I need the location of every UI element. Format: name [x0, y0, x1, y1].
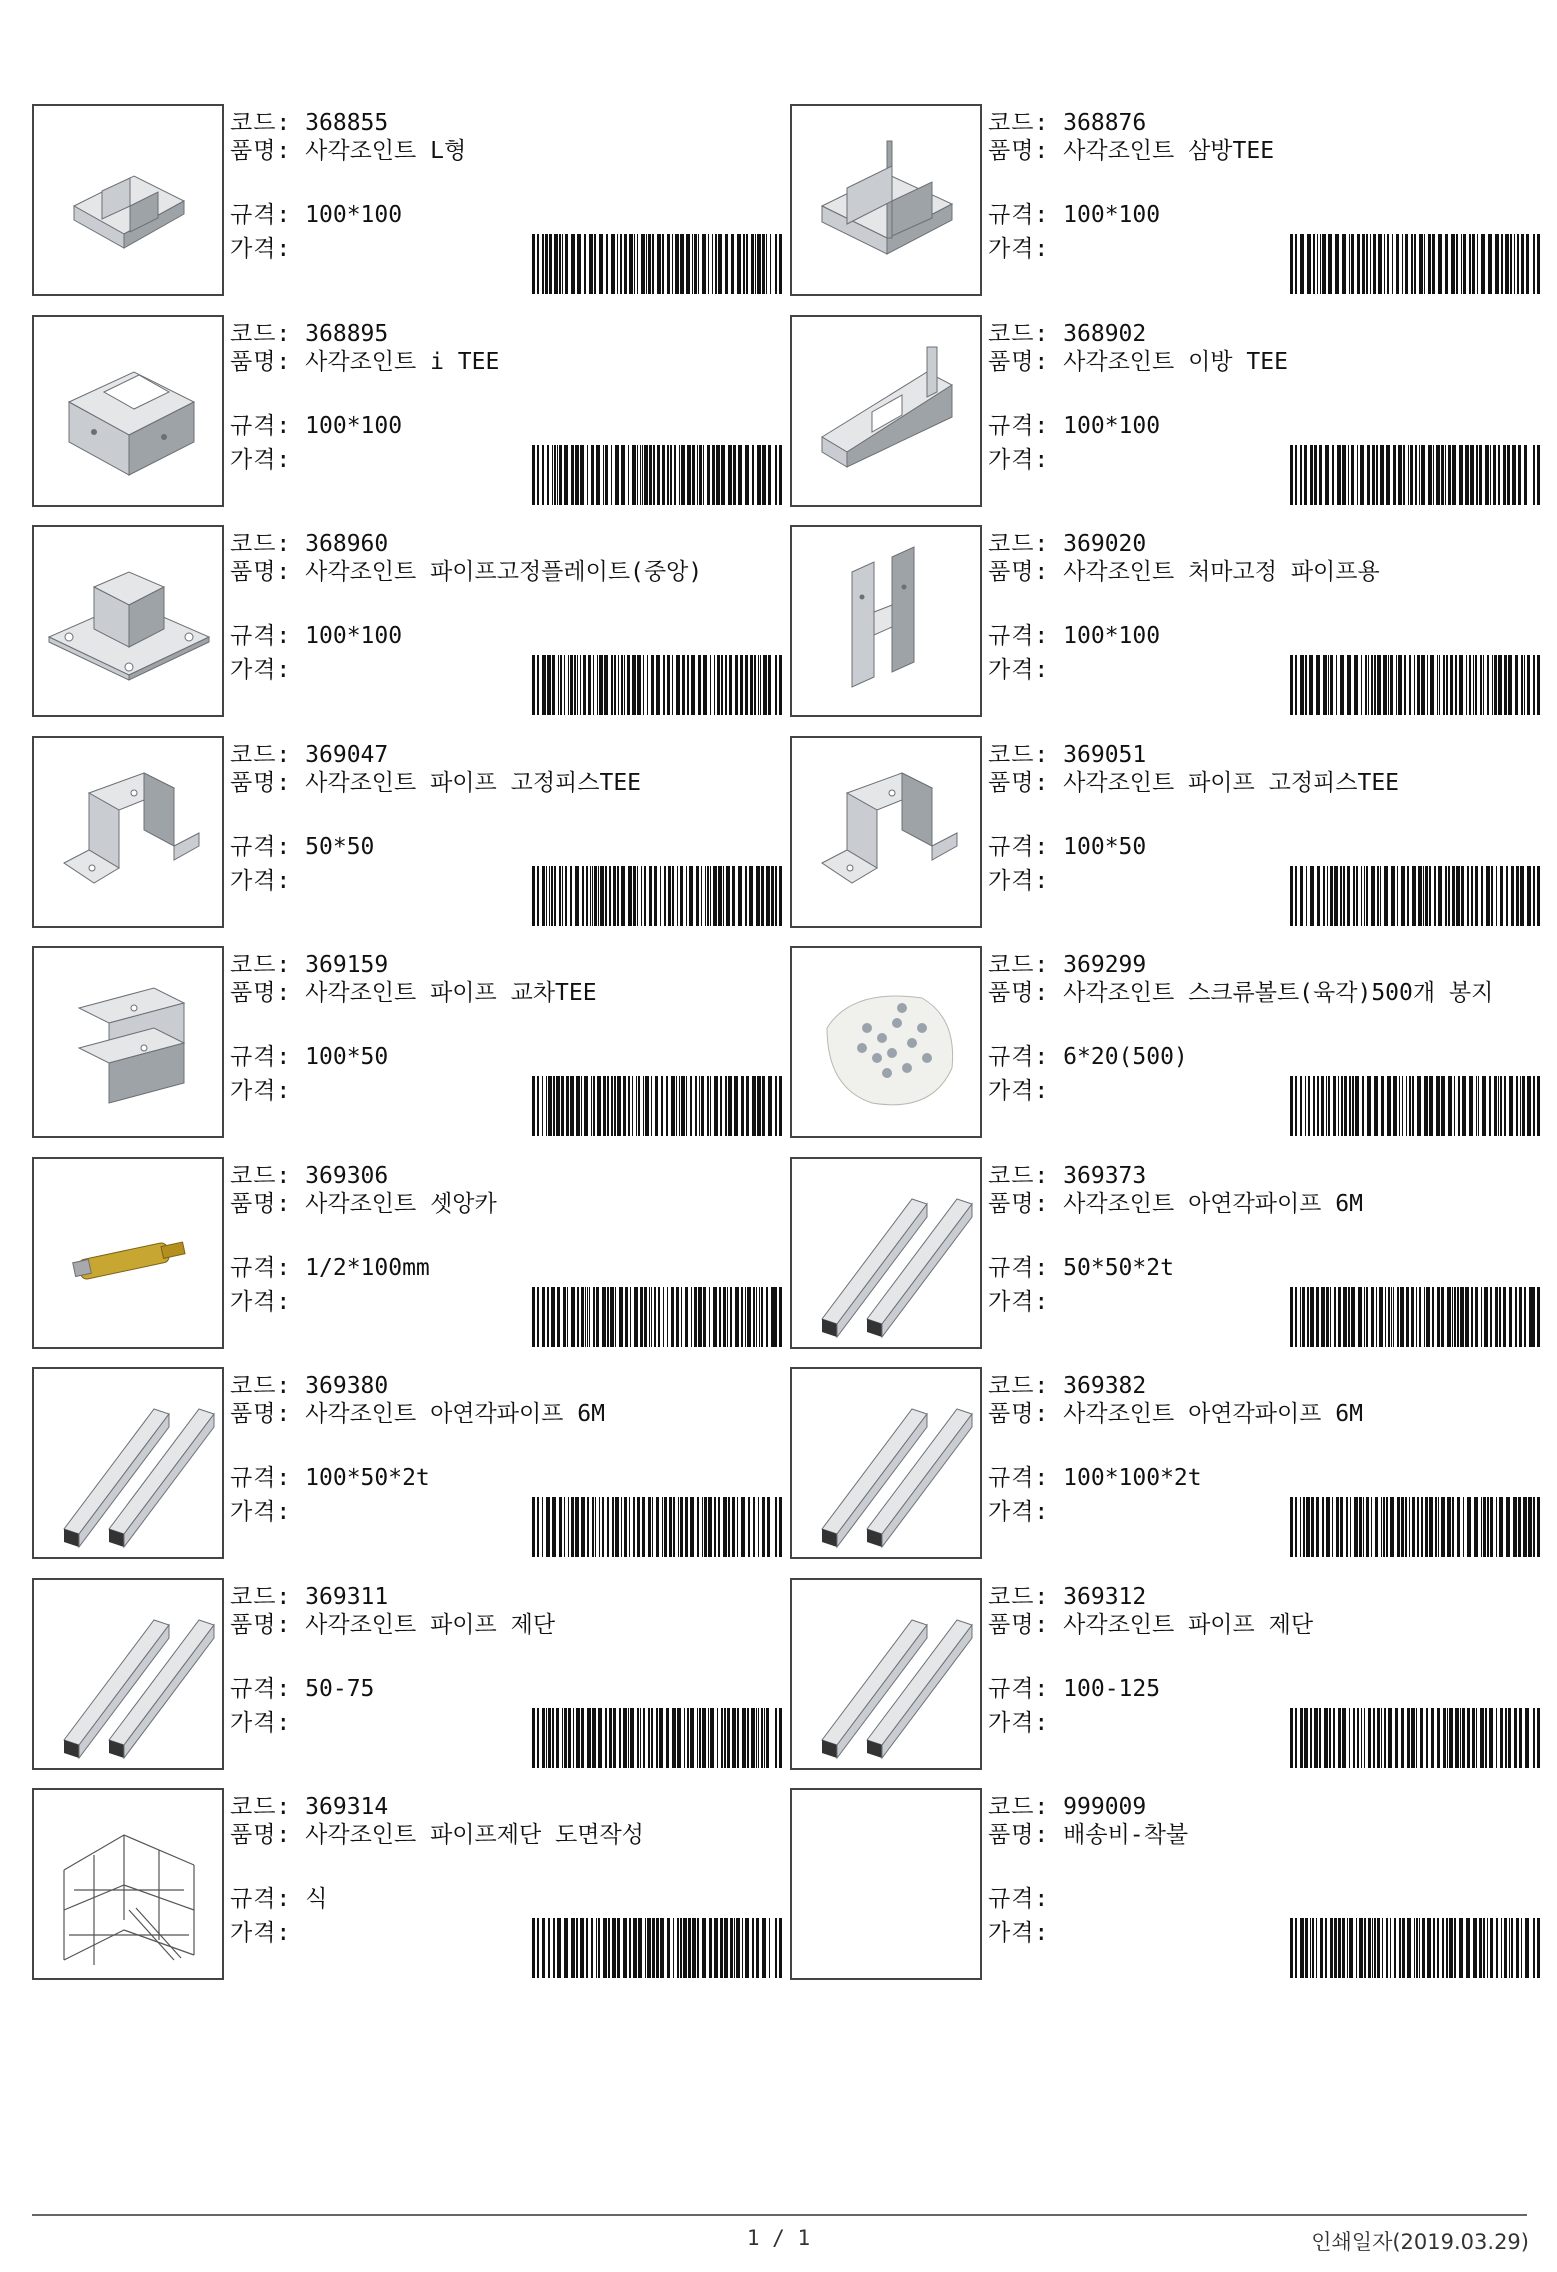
spec-label: 규격: [230, 1465, 292, 1491]
base-plate-icon [34, 527, 222, 715]
product-card [790, 1578, 1540, 1770]
name-label: 품명: [230, 980, 292, 1006]
spec-label: 규격: [988, 1044, 1050, 1070]
name-value: 사각조인트 파이프 제단 [1063, 1612, 1314, 1638]
page-number: 1 / 1 [746, 2226, 811, 2250]
price-row [988, 1497, 1049, 1527]
price-label: 가격: [230, 1078, 292, 1104]
product-info [988, 525, 1540, 717]
name-label: 품명: [230, 349, 292, 375]
product-card [790, 1157, 1540, 1349]
spec-label: 규격: [230, 413, 292, 439]
spec-value: 100*100 [305, 202, 403, 228]
product-info [988, 1788, 1540, 1980]
product-card [32, 104, 782, 296]
name-row [230, 559, 782, 585]
frame-drawing-icon [34, 1790, 222, 1978]
spec-row [988, 1253, 1174, 1283]
code-label: 코드: [988, 531, 1050, 557]
spec-value: 100-125 [1063, 1676, 1161, 1702]
name-value: 사각조인트 L형 [305, 138, 467, 164]
code-label: 코드: [988, 952, 1050, 978]
square-pipe-icon [792, 1580, 980, 1768]
code-label: 코드: [230, 110, 292, 136]
spec-value: 100*100 [305, 623, 403, 649]
name-value: 사각조인트 스크류볼트(육각)500개 봉지 [1063, 980, 1494, 1006]
product-image [32, 1367, 224, 1559]
product-info [988, 1578, 1540, 1770]
name-row [988, 1612, 1540, 1638]
product-image [32, 1157, 224, 1349]
spec-row [988, 832, 1146, 862]
code-row [230, 1161, 388, 1191]
code-row [988, 1371, 1146, 1401]
price-row [230, 1708, 291, 1738]
code-row [230, 1371, 388, 1401]
blank-image [792, 1790, 980, 1978]
code-value: 368876 [1063, 110, 1147, 136]
barcode [532, 1918, 782, 1978]
barcode [532, 655, 782, 715]
spec-row [988, 411, 1160, 441]
spec-label: 규격: [988, 1886, 1050, 1912]
two-way-tee-icon [792, 317, 980, 505]
product-info [988, 946, 1540, 1138]
price-row [988, 866, 1049, 896]
barcode [532, 1497, 782, 1557]
price-row [988, 234, 1049, 264]
code-label: 코드: [988, 742, 1050, 768]
code-value: 369380 [305, 1373, 389, 1399]
product-card [32, 1578, 782, 1770]
spec-value: 50*50*2t [1063, 1255, 1174, 1281]
product-info [230, 1788, 782, 1980]
product-card [32, 1367, 782, 1559]
spec-value: 100*100 [1063, 202, 1161, 228]
price-row [988, 1076, 1049, 1106]
price-row [988, 445, 1049, 475]
product-card [32, 1788, 782, 1980]
name-row [988, 349, 1540, 375]
price-row [988, 1708, 1049, 1738]
spec-row [230, 621, 402, 651]
code-label: 코드: [230, 321, 292, 347]
barcode [1290, 1076, 1540, 1136]
spec-value: 50*50 [305, 834, 375, 860]
price-row [988, 1918, 1049, 1948]
spec-label: 규격: [988, 202, 1050, 228]
name-label: 품명: [988, 770, 1050, 796]
price-label: 가격: [230, 1289, 292, 1315]
barcode [1290, 1708, 1540, 1768]
product-image [790, 1788, 982, 1980]
name-row [230, 1401, 782, 1427]
code-value: 369299 [1063, 952, 1147, 978]
product-card [790, 315, 1540, 507]
spec-label: 규격: [230, 1255, 292, 1281]
name-value: 배송비-착불 [1063, 1822, 1189, 1848]
name-label: 품명: [230, 1401, 292, 1427]
price-label: 가격: [230, 657, 292, 683]
price-label: 가격: [230, 1710, 292, 1736]
code-row [988, 1792, 1146, 1822]
name-label: 품명: [988, 1822, 1050, 1848]
product-card [790, 946, 1540, 1138]
spec-value: 식 [305, 1886, 328, 1912]
name-value: 사각조인트 아연각파이프 6M [1063, 1191, 1363, 1217]
product-card [32, 525, 782, 717]
name-label: 품명: [230, 770, 292, 796]
spec-label: 규격: [988, 1465, 1050, 1491]
spec-row [230, 1674, 374, 1704]
barcode [1290, 655, 1540, 715]
name-label: 품명: [988, 138, 1050, 164]
spec-label: 규격: [230, 1044, 292, 1070]
code-label: 코드: [988, 1163, 1050, 1189]
product-card [790, 525, 1540, 717]
spec-label: 규격: [988, 834, 1050, 860]
name-value: 사각조인트 i TEE [305, 349, 500, 375]
product-image [32, 1578, 224, 1770]
code-value: 369314 [305, 1794, 389, 1820]
name-label: 품명: [988, 1191, 1050, 1217]
spec-label: 규격: [230, 623, 292, 649]
barcode [532, 866, 782, 926]
spec-row [230, 1463, 430, 1493]
three-way-tee-icon [792, 106, 980, 294]
code-label: 코드: [230, 952, 292, 978]
code-row [988, 529, 1146, 559]
product-image [32, 525, 224, 717]
product-image [790, 1578, 982, 1770]
name-value: 사각조인트 셋앙카 [305, 1191, 497, 1217]
product-info [988, 104, 1540, 296]
code-value: 369020 [1063, 531, 1147, 557]
spec-label: 규격: [988, 1255, 1050, 1281]
name-value: 사각조인트 삼방TEE [1063, 138, 1275, 164]
barcode [532, 234, 782, 294]
square-pipe-icon [792, 1159, 980, 1347]
spec-row [230, 1884, 327, 1914]
product-image [790, 946, 982, 1138]
name-row [988, 1401, 1540, 1427]
price-label: 가격: [988, 657, 1050, 683]
code-label: 코드: [230, 742, 292, 768]
i-tee-icon [34, 317, 222, 505]
name-row [230, 1191, 782, 1217]
code-value: 369306 [305, 1163, 389, 1189]
price-label: 가격: [230, 236, 292, 262]
product-info [230, 525, 782, 717]
price-label: 가격: [988, 1920, 1050, 1946]
spec-label: 규격: [230, 1676, 292, 1702]
name-row [230, 349, 782, 375]
code-row [988, 1161, 1146, 1191]
name-label: 품명: [988, 1401, 1050, 1427]
price-row [988, 655, 1049, 685]
code-value: 369051 [1063, 742, 1147, 768]
code-label: 코드: [988, 1794, 1050, 1820]
price-row [230, 1287, 291, 1317]
name-label: 품명: [230, 559, 292, 585]
product-info [230, 315, 782, 507]
code-row [230, 1582, 388, 1612]
name-row [230, 1822, 782, 1848]
code-label: 코드: [988, 1584, 1050, 1610]
code-value: 999009 [1063, 1794, 1147, 1820]
product-image [32, 736, 224, 928]
code-row [988, 108, 1146, 138]
product-card [32, 315, 782, 507]
spec-label: 규격: [988, 413, 1050, 439]
name-label: 품명: [988, 349, 1050, 375]
price-label: 가격: [230, 868, 292, 894]
code-value: 369382 [1063, 1373, 1147, 1399]
name-value: 사각조인트 파이프제단 도면작성 [305, 1822, 644, 1848]
spec-value: 50-75 [305, 1676, 375, 1702]
product-image [32, 104, 224, 296]
product-card [790, 736, 1540, 928]
spec-value: 100*100 [305, 413, 403, 439]
product-info [230, 104, 782, 296]
product-card [32, 736, 782, 928]
code-row [230, 108, 388, 138]
product-card [790, 104, 1540, 296]
name-row [230, 1612, 782, 1638]
barcode [1290, 1918, 1540, 1978]
product-info [988, 315, 1540, 507]
spec-label: 규격: [230, 202, 292, 228]
name-row [988, 1191, 1540, 1217]
spec-row [230, 1253, 430, 1283]
spec-row [988, 621, 1160, 651]
product-image [790, 525, 982, 717]
barcode [1290, 445, 1540, 505]
name-value: 사각조인트 이방 TEE [1063, 349, 1288, 375]
l-joint-icon [34, 106, 222, 294]
price-row [230, 866, 291, 896]
code-row [988, 319, 1146, 349]
name-label: 품명: [230, 1822, 292, 1848]
price-label: 가격: [988, 868, 1050, 894]
barcode [1290, 1497, 1540, 1557]
product-card [790, 1367, 1540, 1559]
u-bracket-icon [792, 738, 980, 926]
code-row [230, 950, 388, 980]
code-value: 369159 [305, 952, 389, 978]
product-info [988, 736, 1540, 928]
spec-label: 규격: [988, 623, 1050, 649]
price-label: 가격: [988, 1289, 1050, 1315]
price-label: 가격: [988, 447, 1050, 473]
price-label: 가격: [988, 1710, 1050, 1736]
code-row [230, 740, 388, 770]
name-row [988, 138, 1540, 164]
spec-value: 1/2*100mm [305, 1255, 430, 1281]
eave-bracket-icon [792, 527, 980, 715]
code-label: 코드: [230, 531, 292, 557]
price-row [230, 655, 291, 685]
u-bracket-icon [34, 738, 222, 926]
price-row [988, 1287, 1049, 1317]
product-image [32, 946, 224, 1138]
name-value: 사각조인트 파이프 고정피스TEE [305, 770, 642, 796]
product-info [230, 946, 782, 1138]
name-value: 사각조인트 파이프고정플레이트(중앙) [305, 559, 703, 585]
name-row [988, 980, 1540, 1006]
spec-value: 100*100 [1063, 623, 1161, 649]
code-row [988, 1582, 1146, 1612]
name-value: 사각조인트 처마고정 파이프용 [1063, 559, 1380, 585]
product-image [32, 1788, 224, 1980]
name-row [230, 138, 782, 164]
spec-row [230, 411, 402, 441]
code-label: 코드: [230, 1584, 292, 1610]
code-label: 코드: [988, 321, 1050, 347]
code-row [230, 319, 388, 349]
barcode [1290, 234, 1540, 294]
code-label: 코드: [230, 1794, 292, 1820]
spec-value: 6*20(500) [1063, 1044, 1188, 1070]
spec-value: 100*50*2t [305, 1465, 430, 1491]
price-row [230, 1076, 291, 1106]
price-row [230, 1497, 291, 1527]
product-image [790, 1367, 982, 1559]
price-label: 가격: [230, 447, 292, 473]
barcode [1290, 866, 1540, 926]
price-row [230, 445, 291, 475]
product-image [32, 315, 224, 507]
square-pipe-icon [792, 1369, 980, 1557]
name-row [988, 1822, 1540, 1848]
product-info [230, 1578, 782, 1770]
spec-row [230, 832, 374, 862]
spec-row [988, 1042, 1188, 1072]
product-image [790, 1157, 982, 1349]
code-row [988, 740, 1146, 770]
product-card [32, 1157, 782, 1349]
barcode [532, 1076, 782, 1136]
price-label: 가격: [988, 1078, 1050, 1104]
spec-row [988, 1674, 1160, 1704]
product-info [988, 1367, 1540, 1559]
name-value: 사각조인트 아연각파이프 6M [1063, 1401, 1363, 1427]
code-value: 369373 [1063, 1163, 1147, 1189]
price-label: 가격: [230, 1499, 292, 1525]
footer-divider [32, 2214, 1527, 2216]
product-card [32, 946, 782, 1138]
name-label: 품명: [230, 138, 292, 164]
product-image [790, 315, 982, 507]
spec-value: 100*50 [1063, 834, 1147, 860]
product-info [988, 1157, 1540, 1349]
spec-value: 100*100*2t [1063, 1465, 1202, 1491]
code-label: 코드: [230, 1373, 292, 1399]
name-label: 품명: [230, 1191, 292, 1217]
spec-row [230, 1042, 388, 1072]
barcode [532, 1708, 782, 1768]
code-row [230, 1792, 388, 1822]
price-label: 가격: [230, 1920, 292, 1946]
spec-row [230, 200, 402, 230]
code-label: 코드: [988, 110, 1050, 136]
name-value: 사각조인트 파이프 고정피스TEE [1063, 770, 1400, 796]
product-info [230, 1367, 782, 1559]
price-row [230, 234, 291, 264]
code-value: 369311 [305, 1584, 389, 1610]
product-image [790, 104, 982, 296]
name-label: 품명: [230, 1612, 292, 1638]
name-label: 품명: [988, 980, 1050, 1006]
product-info [230, 736, 782, 928]
spec-row [988, 200, 1160, 230]
spec-label: 규격: [988, 1676, 1050, 1702]
code-value: 369312 [1063, 1584, 1147, 1610]
print-date: 인쇄일자(2019.03.29) [1311, 2230, 1529, 2254]
name-value: 사각조인트 파이프 제단 [305, 1612, 556, 1638]
code-value: 368960 [305, 531, 389, 557]
barcode [1290, 1287, 1540, 1347]
barcode [532, 1287, 782, 1347]
name-row [230, 770, 782, 796]
product-info [230, 1157, 782, 1349]
code-label: 코드: [230, 1163, 292, 1189]
code-value: 369047 [305, 742, 389, 768]
square-pipe-icon [34, 1580, 222, 1768]
screw-bag-icon [792, 948, 980, 1136]
price-label: 가격: [988, 236, 1050, 262]
barcode [532, 445, 782, 505]
code-value: 368902 [1063, 321, 1147, 347]
square-pipe-icon [34, 1369, 222, 1557]
code-row [988, 950, 1146, 980]
spec-label: 규격: [230, 1886, 292, 1912]
spec-value: 100*50 [305, 1044, 389, 1070]
code-row [230, 529, 388, 559]
price-row [230, 1918, 291, 1948]
name-value: 사각조인트 파이프 교차TEE [305, 980, 597, 1006]
spec-label: 규격: [230, 834, 292, 860]
code-label: 코드: [988, 1373, 1050, 1399]
spec-value: 100*100 [1063, 413, 1161, 439]
name-row [988, 770, 1540, 796]
name-value: 사각조인트 아연각파이프 6M [305, 1401, 605, 1427]
spec-row [988, 1463, 1202, 1493]
code-value: 368895 [305, 321, 389, 347]
name-label: 품명: [988, 559, 1050, 585]
spec-row [988, 1884, 1049, 1914]
code-value: 368855 [305, 110, 389, 136]
name-label: 품명: [988, 1612, 1050, 1638]
name-row [988, 559, 1540, 585]
anchor-bolt-icon [34, 1159, 222, 1347]
cross-tee-icon [34, 948, 222, 1136]
price-label: 가격: [988, 1499, 1050, 1525]
product-card [790, 1788, 1540, 1980]
name-row [230, 980, 782, 1006]
product-image [790, 736, 982, 928]
